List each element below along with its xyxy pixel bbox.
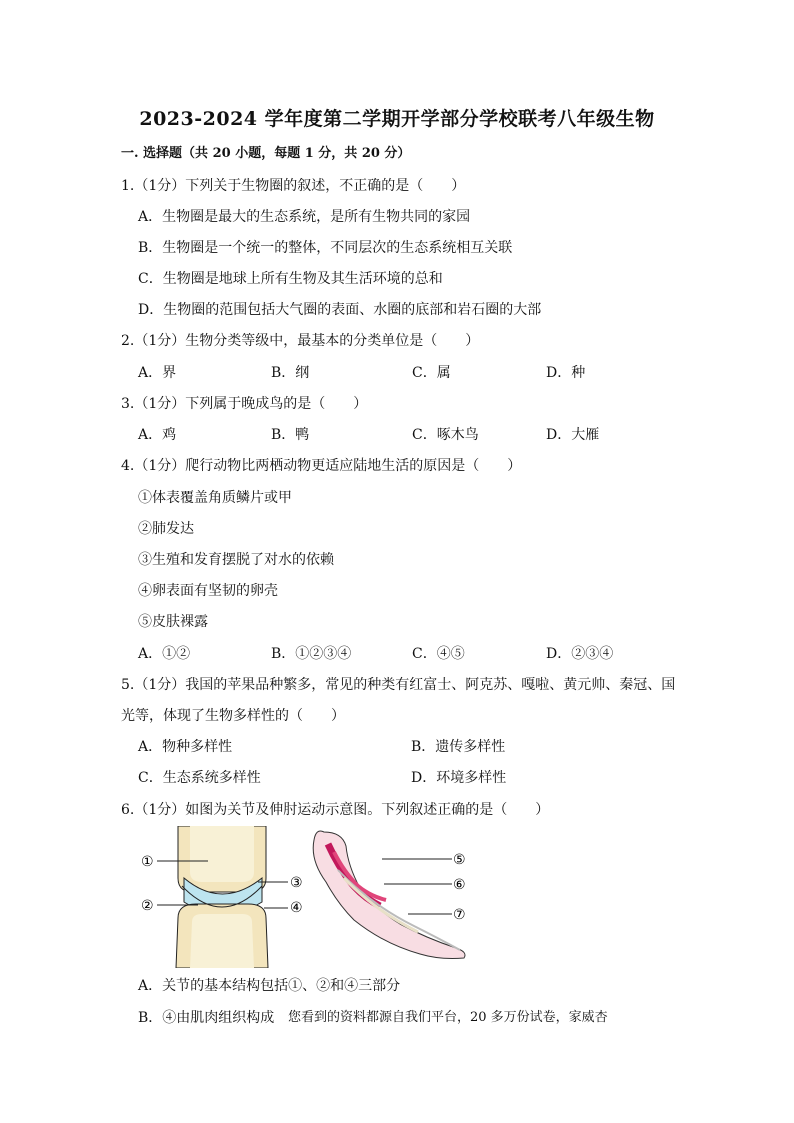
question-5-stem: 5.（1分）我国的苹果品种繁多，常见的种类有红富士、阿克苏、嘎啦、黄元帅、秦冠、国	[121, 677, 676, 693]
label-1: ①	[141, 854, 154, 870]
arm-illustration	[313, 831, 465, 959]
q3-option-b: B．鸭	[271, 427, 310, 443]
q4-item-5: ⑤皮肤裸露	[138, 614, 208, 630]
q4-item-3: ③生殖和发育摆脱了对水的依赖	[138, 552, 334, 568]
joint-elbow-figure	[138, 826, 488, 968]
q2-option-c: C．属	[412, 365, 451, 381]
page-title: 2023-2024 学年度第二学期开学部分学校联考八年级生物	[139, 108, 655, 130]
joint-illustration	[176, 826, 268, 968]
q1-option-b: B．生物圈是一个统一的整体，不同层次的生态系统相互关联	[138, 240, 513, 256]
q5-option-c: C．生态系统多样性	[138, 770, 261, 786]
q4-option-c: C．④⑤	[412, 646, 465, 662]
q5-option-a: A．物种多样性	[138, 739, 233, 755]
label-5: ⑤	[453, 852, 466, 868]
question-6-stem: 6.（1分）如图为关节及伸肘运动示意图。下列叙述正确的是（ ）	[121, 802, 550, 818]
section-heading: 一. 选择题（共 20 小题，每题 1 分，共 20 分）	[121, 146, 411, 161]
question-1-stem: 1.（1分）下列关于生物圈的叙述，不正确的是（ ）	[121, 178, 466, 194]
question-5-stem-cont: 光等，体现了生物多样性的（ ）	[121, 708, 345, 724]
q1-option-c: C．生物圈是地球上所有生物及其生活环境的总和	[138, 271, 443, 287]
q4-option-a: A．①②	[138, 646, 191, 662]
q4-item-2: ②肺发达	[138, 521, 194, 537]
q2-option-a: A．界	[138, 365, 177, 381]
watermark-text: 您看到的资料都源自我们平台，20 多万份试卷，家威杏	[288, 1010, 608, 1025]
question-4-stem: 4.（1分）爬行动物比两栖动物更适应陆地生活的原因是（ ）	[121, 458, 522, 474]
q4-option-b: B．①②③④	[271, 646, 352, 662]
q4-item-1: ①体表覆盖角质鳞片或甲	[138, 490, 292, 506]
q6-option-a: A．关节的基本结构包括①、②和④三部分	[138, 978, 401, 994]
q3-option-a: A．鸡	[138, 427, 177, 443]
q1-option-d: D．生物圈的范围包括大气圈的表面、水圈的底部和岩石圈的大部	[138, 302, 542, 318]
q2-option-d: D．种	[546, 365, 586, 381]
label-2: ②	[141, 898, 154, 914]
joint-diagram-svg	[138, 826, 488, 968]
q1-option-a: A．生物圈是最大的生态系统，是所有生物共同的家园	[138, 209, 471, 225]
q2-option-b: B．纲	[271, 365, 310, 381]
question-2-stem: 2.（1分）生物分类等级中，最基本的分类单位是（ ）	[121, 333, 480, 349]
q3-option-d: D．大雁	[546, 427, 600, 443]
label-6: ⑥	[453, 877, 466, 893]
q4-item-4: ④卵表面有坚韧的卵壳	[138, 583, 278, 599]
question-3-stem: 3.（1分）下列属于晚成鸟的是（ ）	[121, 396, 368, 412]
q5-option-d: D．环境多样性	[411, 770, 507, 786]
q4-option-d: D．②③④	[546, 646, 614, 662]
label-4: ④	[290, 900, 303, 916]
q5-option-b: B．遗传多样性	[411, 739, 506, 755]
label-3: ③	[290, 875, 303, 891]
q3-option-c: C．啄木鸟	[412, 427, 479, 443]
q6-option-b: B．④由肌肉组织构成	[138, 1010, 275, 1026]
label-7: ⑦	[453, 907, 466, 923]
